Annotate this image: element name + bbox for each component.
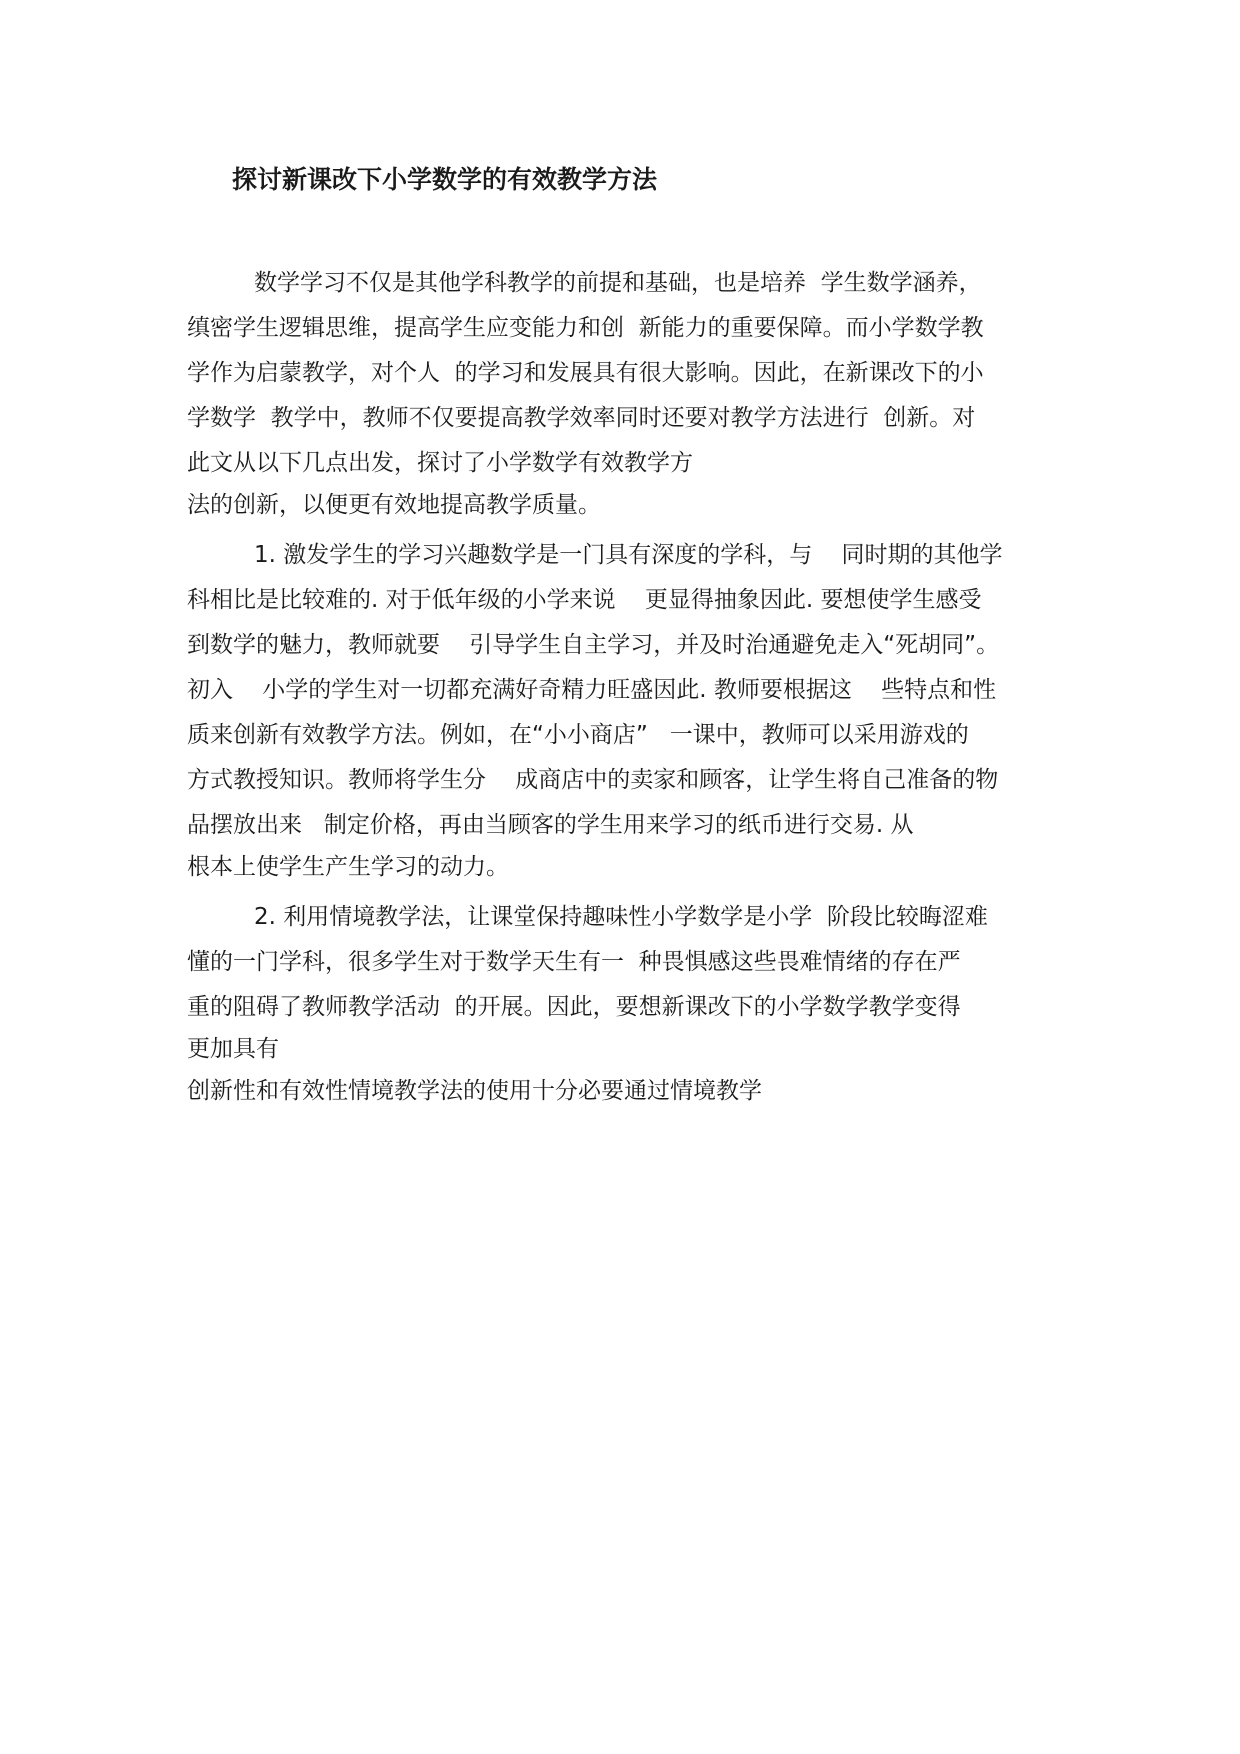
paragraph-1-line-1: 数学学习不仅是其他学科教学的前提和基础，也是培养 学生数学涵养， bbox=[254, 270, 982, 296]
paragraph-2-line-4: 初入 小学的学生对一切都充满好奇精力旺盛因此. 教师要根据这 些特点和性 bbox=[187, 677, 997, 703]
paragraph-2-line-1: 1. 激发学生的学习兴趣数学是一门具有深度的学科，与 同时期的其他学 bbox=[254, 542, 1003, 568]
paragraph-3-line-3: 重的阻碍了教师教学活动 的开展。因此，要想新课改下的小学数学教学变得 bbox=[187, 994, 961, 1020]
paragraph-1-line-3: 学作为启蒙教学，对个人 的学习和发展具有很大影响。因此，在新课改下的小 bbox=[187, 360, 984, 386]
document-title: 探讨新课改下小学数学的有效教学方法 bbox=[232, 165, 658, 194]
paragraph-2-line-7: 品摆放出来 制定价格，再由当顾客的学生用来学习的纸币进行交易. 从 bbox=[187, 812, 914, 838]
paragraph-3-line-2: 懂的一门学科，很多学生对于数学天生有一 种畏惧感这些畏难情绪的存在严 bbox=[187, 949, 961, 975]
paragraph-2-line-2: 科相比是比较难的. 对于低年级的小学来说 更显得抽象因此. 要想使学生感受 bbox=[187, 587, 982, 613]
paragraph-1-line-2: 缜密学生逻辑思维，提高学生应变能力和创 新能力的重要保障。而小学数学教 bbox=[187, 315, 984, 341]
paragraph-1-line-6: 法的创新，以便更有效地提高教学质量。 bbox=[187, 492, 601, 518]
paragraph-3-line-4: 更加具有 bbox=[187, 1036, 279, 1062]
paragraph-2-line-3: 到数学的魅力，教师就要 引导学生自主学习，并及时治通避免走入“死胡同”。 bbox=[187, 632, 1000, 658]
paragraph-2-line-5: 质来创新有效教学方法。例如，在“小小商店” 一课中，教师可以采用游戏的 bbox=[187, 722, 969, 748]
paragraph-3-line-1: 2. 利用情境教学法，让课堂保持趣味性小学数学是小学 阶段比较晦涩难 bbox=[254, 904, 988, 930]
paragraph-2-line-6: 方式教授知识。教师将学生分 成商店中的卖家和顾客，让学生将自己准备的物 bbox=[187, 767, 999, 793]
paragraph-1-line-4: 学数学 教学中，教师不仅要提高教学效率同时还要对教学方法进行 创新。对 bbox=[187, 405, 976, 431]
paragraph-2-line-8: 根本上使学生产生学习的动力。 bbox=[187, 854, 509, 880]
paragraph-1-line-5: 此文从以下几点出发，探讨了小学数学有效教学方 bbox=[187, 450, 693, 476]
paragraph-3-line-5: 创新性和有效性情境教学法的使用十分必要通过情境教学 bbox=[187, 1078, 762, 1104]
